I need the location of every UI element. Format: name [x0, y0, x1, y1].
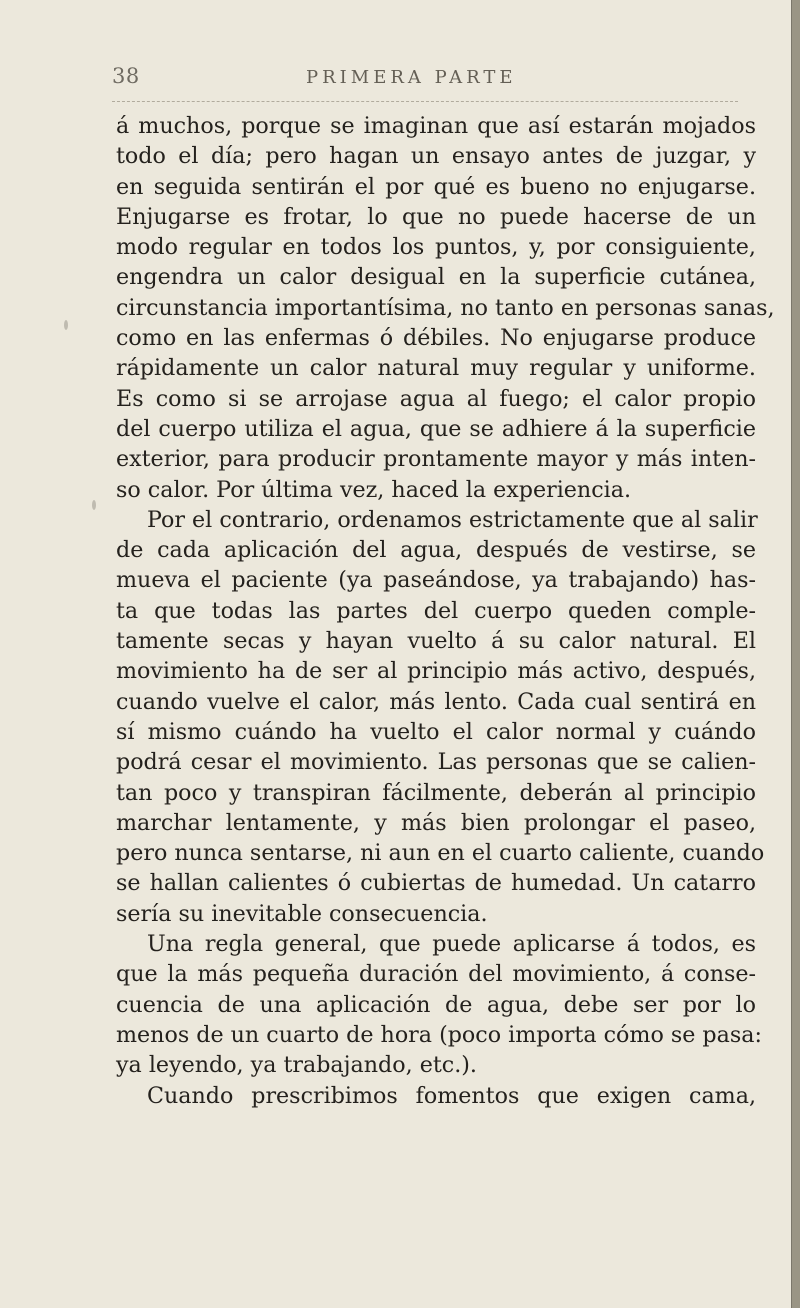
text-line: marchar lentamente, y más bien prolongar el paseo, [116, 809, 756, 836]
running-head [112, 64, 744, 96]
text-line: engendra un calor desigual en la superficie cutánea, [116, 264, 756, 291]
text-line: podrá cesar el movimiento. Las personas que se calien- [116, 749, 756, 776]
paper-mark [92, 500, 96, 510]
text-line: exterior, para producir prontamente mayor y más inten- [116, 446, 756, 473]
text-line: cuando vuelve el calor, más lento. Cada cual sentirá en [116, 688, 756, 715]
text-line: tamente secas y hayan vuelto á su calor natural. El [116, 628, 756, 655]
text-line: se hallan calientes ó cubiertas de humedad. Un catarro [116, 870, 756, 897]
text-line-paragraph-end: ya leyendo, ya trabajando, etc.). [116, 1052, 477, 1079]
text-line: de cada aplicación del agua, después de vestirse, se [116, 537, 756, 564]
text-line: Es como si se arrojase agua al fuego; el calor propio [116, 385, 756, 412]
text-line: menos de un cuarto de hora (poco importa cómo se pasa: [116, 1021, 762, 1048]
text-line-paragraph-start: Cuando prescribimos fomentos que exigen cama, [147, 1082, 756, 1109]
header-rule [112, 101, 738, 102]
text-line: todo el día; pero hagan un ensayo antes de juzgar, y [116, 143, 756, 170]
page-number: 38 [112, 64, 140, 88]
text-line-paragraph-end: so calor. Por última vez, haced la experiencia. [116, 476, 632, 503]
text-line: rápidamente un calor natural muy regular y uniforme. [116, 355, 756, 382]
text-line-paragraph-start: Una regla general, que puede aplicarse á todos, es [147, 931, 756, 958]
text-line: modo regular en todos los puntos, y, por consiguiente, [116, 234, 756, 261]
page-edge-shadow [791, 0, 800, 1308]
text-line-paragraph-start: Por el contrario, ordenamos estrictamente que al salir [147, 506, 758, 533]
body-text [116, 111, 775, 1111]
text-line: tan poco y transpiran fácilmente, deberán al principio [116, 779, 756, 806]
text-line: ta que todas las partes del cuerpo queden comple- [116, 597, 756, 624]
text-line: sí mismo cuándo ha vuelto el calor normal y cuándo [116, 718, 756, 745]
text-line: como en las enfermas ó débiles. No enjugarse produce [116, 325, 756, 352]
text-line: á muchos, porque se imaginan que así estarán mojados [116, 113, 756, 139]
running-title: PRIMERA PARTE [306, 67, 517, 88]
text-line: movimiento ha de ser al principio más activo, después, [116, 658, 756, 685]
text-line: Enjugarse es frotar, lo que no puede hacerse de un [116, 203, 756, 230]
text-line: pero nunca sentarse, ni aun en el cuarto caliente, cuando [116, 840, 765, 867]
text-line: que la más pequeña duración del movimiento, á conse- [116, 961, 756, 988]
text-line: del cuerpo utiliza el agua, que se adhiere á la superficie [116, 415, 756, 442]
text-line: mueva el paciente (ya paseándose, ya trabajando) has- [116, 567, 756, 594]
text-line: circunstancia importantísima, no tanto en personas sanas, [116, 294, 775, 321]
text-line: cuencia de una aplicación de agua, debe ser por lo [116, 991, 756, 1018]
text-line: en seguida sentirán el por qué es bueno no enjugarse. [116, 173, 756, 200]
paper-mark [64, 320, 68, 330]
text-line-paragraph-end: sería su inevitable consecuencia. [116, 900, 488, 927]
